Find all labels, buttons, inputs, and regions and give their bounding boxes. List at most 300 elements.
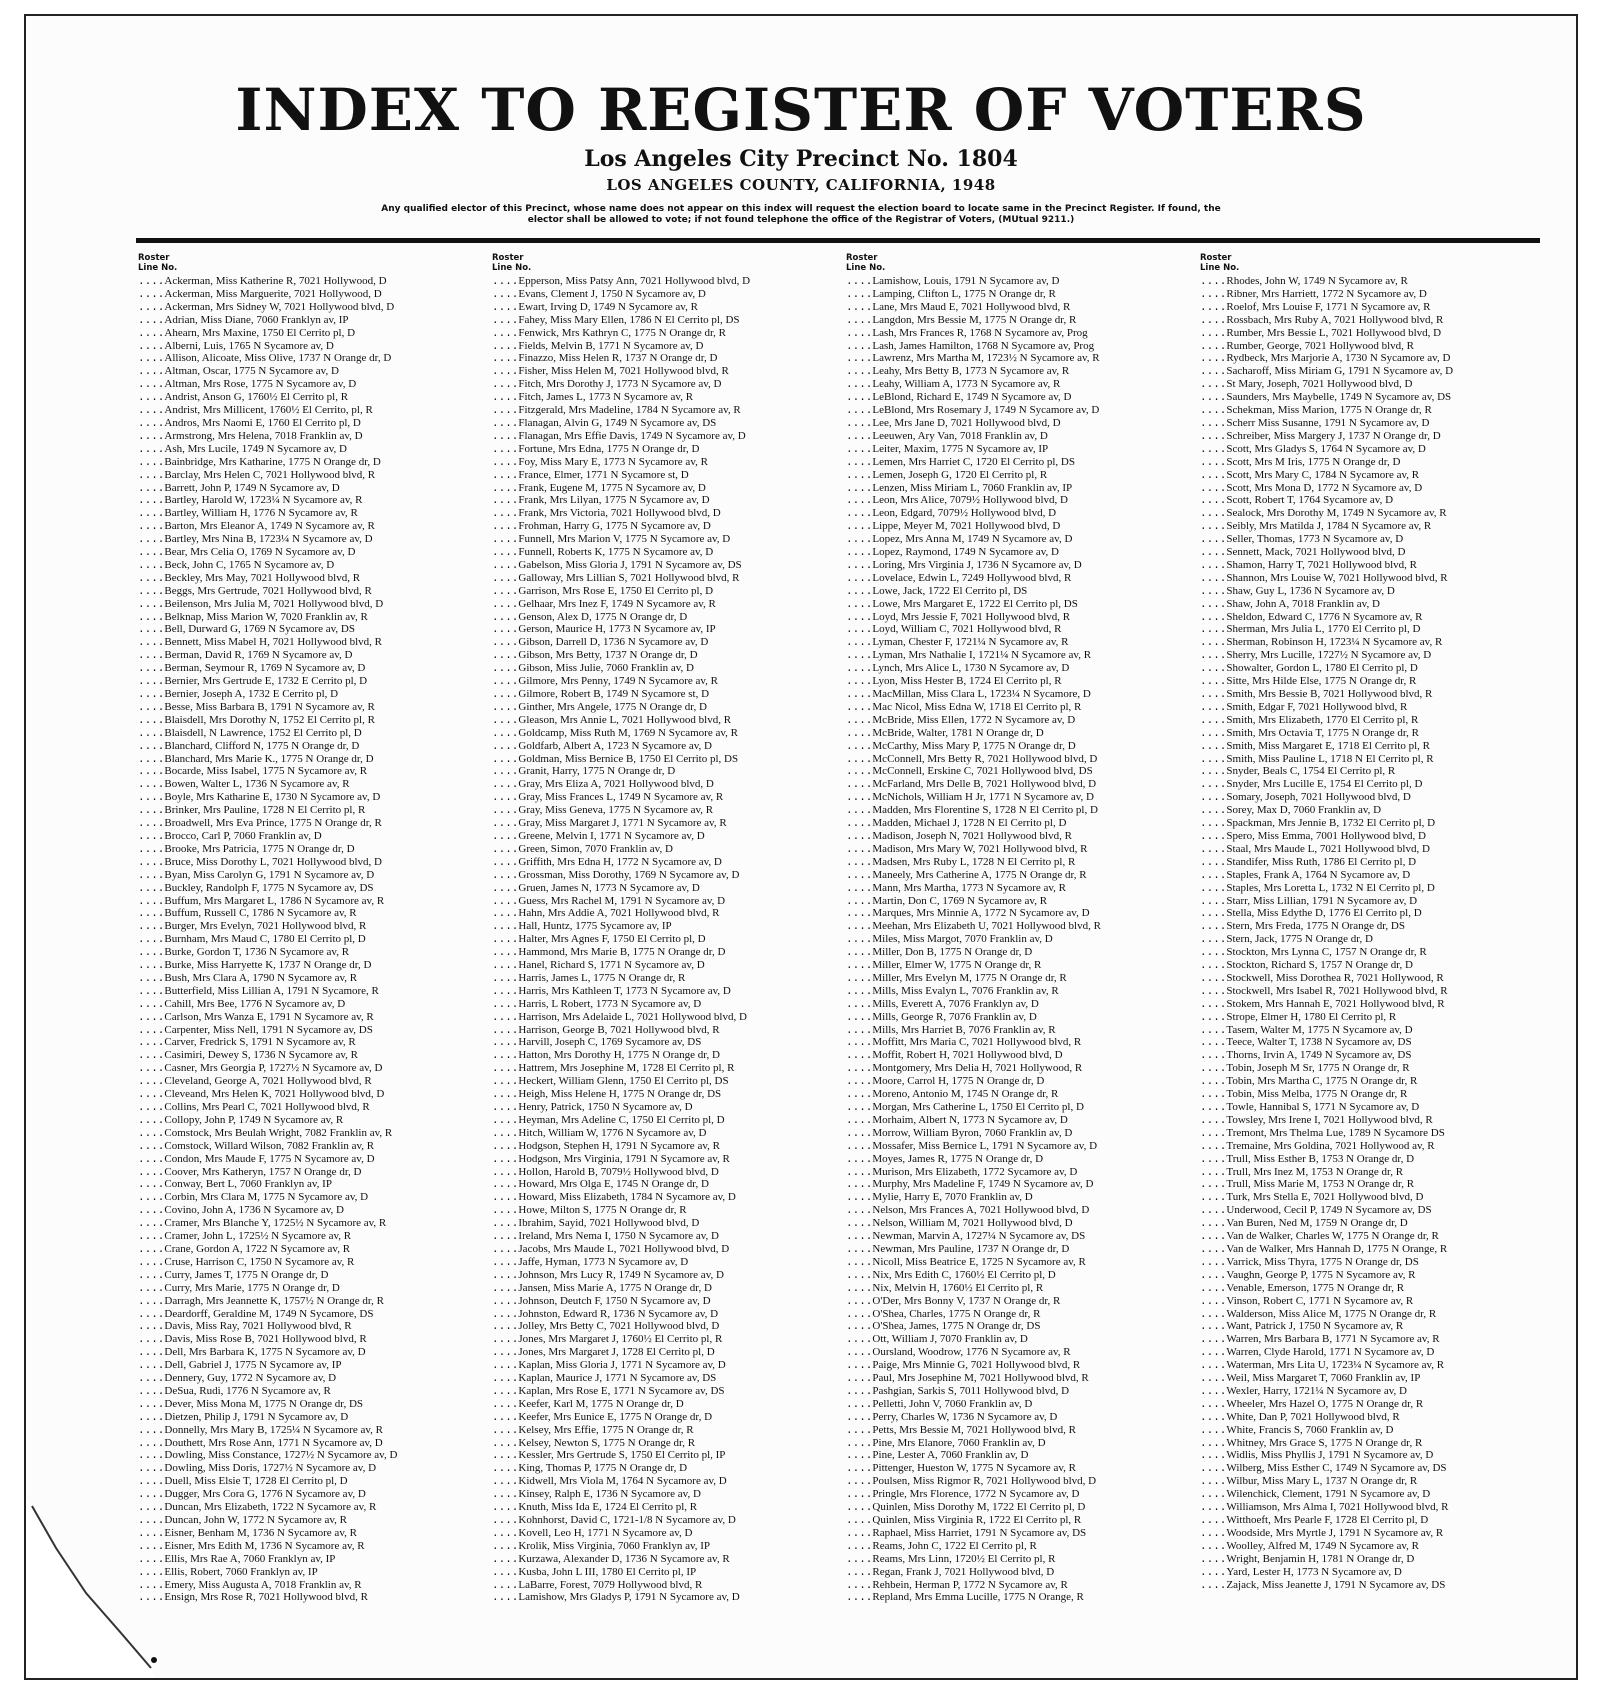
column-2 (492, 254, 847, 1605)
voter-entry: ....Sitte, Mrs Hilde Else, 1775 N Orange dr, R (1200, 676, 1417, 689)
voter-entry: ....Ackerman, Mrs Sidney W, 7021 Hollywood blvd, D (138, 301, 395, 314)
voter-entry: ....Wilenchick, Clement, 1791 N Sycamore av, D (1200, 1489, 1431, 1502)
voter-entry: ....Frank, Mrs Lilyan, 1775 N Sycamore av, D (492, 495, 710, 508)
voter-entry: ....Besse, Miss Barbara B, 1791 N Sycamore av, R (138, 701, 375, 714)
voter-entry: ....Perry, Charles W, 1736 N Sycamore av, D (846, 1411, 1058, 1424)
voter-entry: ....Ginther, Mrs Angele, 1775 N Orange dr, D (492, 701, 707, 714)
voter-entry: ....Mac Nicol, Miss Edna W, 1718 El Cerrito pl, R (846, 701, 1082, 714)
voter-entry: ....Altman, Mrs Rose, 1775 N Sycamore av, D (138, 379, 357, 392)
voter-entry: ....Poulsen, Miss Rigmor R, 7021 Hollywood blvd, D (846, 1476, 1097, 1489)
voter-entry: ....Cramer, Mrs Blanche Y, 1725½ N Sycamore av, R (138, 1218, 387, 1231)
voter-entry: ....Raphael, Miss Harriet, 1791 N Sycamore av, DS (846, 1527, 1087, 1540)
voter-entry: ....Kelsey, Newton S, 1775 N Orange dr, R (492, 1437, 696, 1450)
voter-entry: ....Pelletti, John V, 7060 Franklin av, D (846, 1398, 1033, 1411)
voter-entry: ....Brocco, Carl P, 7060 Franklin av, D (138, 830, 322, 843)
voter-entry: ....Dowling, Miss Constance, 1727½ N Sycamore av, D (138, 1450, 398, 1463)
voter-entry: ....Walderson, Miss Alice M, 1775 N Orange dr, R (1200, 1308, 1437, 1321)
voter-entry: ....Woodside, Mrs Myrtle J, 1791 N Sycamore av, R (1200, 1527, 1444, 1540)
voter-entry: ....Cruse, Harrison C, 1750 N Sycamore av, R (138, 1256, 355, 1269)
voter-entry: ....Martin, Don C, 1769 N Sycamore av, R (846, 895, 1048, 908)
voter-entry: ....Buffum, Mrs Margaret L, 1786 N Sycamore av, R (138, 895, 385, 908)
voter-entry: ....Ackerman, Miss Marguerite, 7021 Hollywood, D (138, 288, 382, 301)
voter-entry: ....Guess, Mrs Rachel M, 1791 N Sycamore av, D (492, 895, 726, 908)
voter-entry: ....Saunders, Mrs Maybelle, 1749 N Sycamore av, DS (1200, 392, 1452, 405)
voter-entry: ....Mills, George R, 7076 Franklin av, D (846, 1011, 1037, 1024)
voter-entry: ....Howard, Miss Elizabeth, 1784 N Sycamore av, D (492, 1192, 736, 1205)
voter-entry: ....Madison, Mrs Mary W, 7021 Hollywood blvd, R (846, 843, 1088, 856)
voter-entry: ....Gray, Miss Geneva, 1775 N Sycamore av, R (492, 805, 714, 818)
voter-entry: ....Woolley, Alfred M, 1749 N Sycamore av, R (1200, 1540, 1420, 1553)
voter-entry: ....Fitch, James L, 1773 N Sycamore av, R (492, 392, 694, 405)
voter-entry: ....Staples, Frank A, 1764 N Sycamore av, D (1200, 869, 1411, 882)
voter-entry: ....Sherman, Robinson H, 1723¼ N Sycamore av, R (1200, 637, 1443, 650)
voter-entry: ....Morhaim, Albert N, 1773 N Sycamore av, D (846, 1114, 1068, 1127)
voter-entry: ....Jaffe, Hyman, 1773 N Sycamore av, D (492, 1256, 689, 1269)
voter-entry: ....Fahey, Miss Mary Ellen, 1786 N El Cerrito pl, DS (492, 314, 740, 327)
voter-entry: ....Leahy, William A, 1773 N Sycamore av, R (846, 379, 1061, 392)
voter-entry: ....Goldcamp, Miss Ruth M, 1769 N Sycamore av, R (492, 727, 738, 740)
voter-entry: ....Ash, Mrs Lucile, 1749 N Sycamore av, D (138, 443, 347, 456)
voter-entry: ....Ackerman, Miss Katherine R, 7021 Hollywood, D (138, 276, 387, 288)
voter-entry: ....Moyes, James R, 1775 N Orange dr, D (846, 1153, 1044, 1166)
voter-entry: ....Andros, Mrs Naomi E, 1760 El Cerrito pl, D (138, 417, 361, 430)
voter-entry: ....Hattrem, Mrs Josephine M, 1728 El Cerrito pl, R (492, 1063, 735, 1076)
voter-entry: ....Towsley, Mrs Irene I, 7021 Hollywood blvd, R (1200, 1114, 1433, 1127)
voter-entry: ....Scott, Mrs Mona D, 1772 N Sycamore av, D (1200, 482, 1423, 495)
voter-entry: ....Frohman, Harry G, 1775 N Sycamore av, D (492, 521, 711, 534)
voter-entry: ....Corbin, Mrs Clara M, 1775 N Sycamore av, D (138, 1192, 369, 1205)
voter-entry: ....St Mary, Joseph, 7021 Hollywood blvd, D (1200, 379, 1413, 392)
voter-entry: ....Langdon, Mrs Bessie M, 1775 N Orange dr, R (846, 314, 1077, 327)
voter-entry: ....Sealock, Mrs Dorothy M, 1749 N Sycamore av, R (1200, 508, 1447, 521)
voter-entry: ....Ellis, Mrs Rae A, 7060 Franklyn av, IP (138, 1553, 336, 1566)
voter-entry: ....Keefer, Karl M, 1775 N Orange dr, D (492, 1398, 684, 1411)
voter-entry: ....Loyd, William C, 7021 Hollywood blvd, R (846, 624, 1062, 637)
voter-entry: ....Andrist, Anson G, 1760½ El Cerrito pl, R (138, 392, 349, 405)
voter-entry: ....Scott, Robert T, 1764 Sycamore av, D (1200, 495, 1394, 508)
voter-entry: ....Seibly, Mrs Matilda J, 1784 N Sycamore av, R (1200, 521, 1432, 534)
voter-entry: ....Gabelson, Miss Gloria J, 1791 N Sycamore av, DS (492, 559, 742, 572)
voter-entry: ....Lenzen, Miss Miriam L, 7060 Franklin av, IP (846, 482, 1073, 495)
voter-entry: ....Meehan, Mrs Elizabeth U, 7021 Hollywood blvd, R (846, 921, 1101, 934)
voter-entry: ....Miles, Miss Margot, 7070 Franklin av, D (846, 934, 1053, 947)
voter-entry: ....Miller, Mrs Evelyn M, 1775 N Orange dr, R (846, 972, 1067, 985)
voter-entry: ....Pringle, Mrs Florence, 1772 N Sycamore av, D (846, 1489, 1080, 1502)
voter-entry: ....Gray, Miss Frances L, 1749 N Sycamore av, R (492, 792, 724, 805)
voter-entry: ....Loring, Mrs Virginia J, 1736 N Sycamore av, D (846, 559, 1082, 572)
voter-entry: ....Barton, Mrs Eleanor A, 1749 N Sycamore av, R (138, 521, 375, 534)
voter-entry: ....Marques, Mrs Minnie A, 1772 N Sycamore av, D (846, 908, 1090, 921)
voter-entry: ....Somary, Joseph, 7021 Hollywood blvd, D (1200, 792, 1411, 805)
voter-entry: ....Hammond, Mrs Marie B, 1775 N Orange dr, D (492, 947, 726, 960)
voter-entry: ....LeBlond, Richard E, 1749 N Sycamore av, D (846, 392, 1072, 405)
voter-entry: ....LaBarre, Forest, 7079 Hollywood blvd, R (492, 1579, 703, 1592)
voter-entry: ....Smith, Miss Pauline L, 1718 N El Cerrito pl, R (1200, 753, 1434, 766)
voter-entry: ....Madsen, Mrs Ruby L, 1728 N El Cerrito pl, R (846, 856, 1076, 869)
voter-entry: ....Comstock, Mrs Beulah Wright, 7082 Franklin av, R (138, 1127, 393, 1140)
voter-entry: ....Leiter, Maxim, 1775 N Sycamore av, IP (846, 443, 1049, 456)
voter-entry: ....Ireland, Mrs Nema I, 1750 N Sycamore av, D (492, 1231, 719, 1244)
voter-entry: ....Smith, Mrs Octavia T, 1775 N Orange dr, R (1200, 727, 1419, 740)
voter-entry: ....Collopy, John P, 1749 N Sycamore av, R (138, 1114, 344, 1127)
voter-entry: ....Newman, Mrs Pauline, 1737 N Orange dr, D (846, 1243, 1070, 1256)
voter-entry: ....Stockwell, Mrs Isabel R, 7021 Hollywood blvd, R (1200, 985, 1448, 998)
voter-entry: ....Leahy, Mrs Betty B, 1773 N Sycamore av, R (846, 366, 1070, 379)
voter-entry: ....Standifer, Miss Ruth, 1786 El Cerrito pl, D (1200, 856, 1417, 869)
voter-entry: ....Maneely, Mrs Catherine A, 1775 N Orange dr, R (846, 869, 1087, 882)
voter-entry: ....McCarthy, Miss Mary P, 1775 N Orange dr, D (846, 740, 1076, 753)
voter-entry: ....Blaisdell, Mrs Dorothy N, 1752 El Cerrito pl, R (138, 714, 375, 727)
voter-entry: ....Andrist, Mrs Millicent, 1760½ El Cerrito, pl, R (138, 405, 373, 418)
voter-entry: ....Underwood, Cecil P, 1749 N Sycamore av, DS (1200, 1205, 1432, 1218)
voter-entry: ....Gibson, Miss Julie, 7060 Franklin av, D (492, 663, 694, 676)
voter-entry: ....McBride, Miss Ellen, 1772 N Sycamore av, D (846, 714, 1076, 727)
voter-entry: ....Dell, Gabriel J, 1775 N Sycamore av, IP (138, 1360, 342, 1373)
voter-entry: ....Jones, Mrs Margaret J, 1728 El Cerrito pl, D (492, 1347, 715, 1360)
voter-entry: ....Stockton, Richard S, 1757 N Orange dr, D (1200, 960, 1413, 973)
voter-entry: ....Gibson, Mrs Betty, 1737 N Orange dr, D (492, 650, 698, 663)
voter-entry: ....Wilberg, Miss Esther C, 1749 N Sycamore av, DS (1200, 1463, 1447, 1476)
voter-entry: ....O'Der, Mrs Bonny V, 1737 N Orange dr, R (846, 1295, 1061, 1308)
voter-entry: ....Fitch, Mrs Dorothy J, 1773 N Sycamore av, D (492, 379, 722, 392)
voter-entry: ....Madden, Michael J, 1728 N El Cerrito pl, D (846, 818, 1067, 831)
voter-entry: ....Scott, Mrs Mary C, 1784 N Sycamore av, R (1200, 469, 1420, 482)
voter-entry: ....Conway, Bert L, 7060 Franklyn av, IP (138, 1179, 332, 1192)
column-header: Roster Line No. (1200, 253, 1240, 273)
voter-entry: ....Gleason, Mrs Annie L, 7021 Hollywood blvd, R (492, 714, 732, 727)
voter-entry: ....Kinsey, Ralph E, 1736 N Sycamore av, D (492, 1489, 701, 1502)
voter-entry: ....Quinlen, Miss Dorothy M, 1722 El Cerrito pl, D (846, 1502, 1086, 1515)
voter-entry: ....Funnell, Roberts K, 1775 N Sycamore av, D (492, 547, 714, 560)
voter-entry: ....Shamon, Harry T, 7021 Hollywood blvd, R (1200, 559, 1417, 572)
voter-entry: ....Lyman, Mrs Nathalie I, 1721¼ N Sycamore av, R (846, 650, 1092, 663)
voter-entry: ....Warren, Clyde Harold, 1771 N Sycamore av, D (1200, 1347, 1435, 1360)
voter-entry: ....Griffith, Mrs Edna H, 1772 N Sycamore av, D (492, 856, 722, 869)
voter-entry: ....Nelson, Mrs Frances A, 7021 Hollywood blvd, D (846, 1205, 1090, 1218)
voter-entry: ....Tobin, Mrs Martha C, 1775 N Orange dr, R (1200, 1076, 1418, 1089)
voter-entry: ....Loyd, Mrs Jessie F, 7021 Hollywood blvd, R (846, 611, 1071, 624)
voter-entry: ....Smith, Mrs Elizabeth, 1770 El Cerrito pl, R (1200, 714, 1419, 727)
voter-entry: ....Showalter, Gordon L, 1780 El Cerrito pl, D (1200, 663, 1418, 676)
voter-entry: ....Rhodes, John W, 1749 N Sycamore av, R (1200, 276, 1408, 288)
voter-entry: ....France, Elmer, 1771 N Sycamore st, D (492, 469, 689, 482)
voter-entry: ....Bainbridge, Mrs Katharine, 1775 N Orange dr, D (138, 456, 381, 469)
voter-entry: ....Tremont, Mrs Thelma Lue, 1789 N Sycamore DS (1200, 1127, 1445, 1140)
voter-entry: ....Casimiri, Dewey S, 1736 N Sycamore av, R (138, 1050, 358, 1063)
voter-entry: ....Stockwell, Miss Dorothea R, 7021 Hollywood, R (1200, 972, 1444, 985)
voter-entry: ....Duncan, John W, 1772 N Sycamore av, R (138, 1515, 348, 1527)
voter-entry: ....Rumber, Mrs Bessie L, 7021 Hollywood blvd, D (1200, 327, 1442, 340)
voter-entry: ....DeSua, Rudi, 1776 N Sycamore av, R (138, 1385, 331, 1398)
voter-entry: ....Lawrenz, Mrs Martha M, 1723½ N Sycamore av, R (846, 353, 1100, 366)
voter-entry: ....Berman, Seymour R, 1769 N Sycamore av, D (138, 663, 366, 676)
page-title: INDEX TO REGISTER OF VOTERS (235, 76, 1367, 144)
voter-entry: ....King, Thomas P, 1775 N Orange dr, D (492, 1463, 688, 1476)
voter-entry: ....Lash, James Hamilton, 1768 N Sycamore av, Prog (846, 340, 1095, 353)
voter-entry: ....Varrick, Miss Thyra, 1775 N Orange dr, DS (1200, 1256, 1419, 1269)
voter-entry: ....Bennett, Miss Mabel H, 7021 Hollywood blvd, R (138, 637, 382, 650)
voter-entry: ....Granit, Harry, 1775 N Orange dr, D (492, 766, 676, 779)
newspaper-page (24, 14, 1578, 1680)
voter-entry: ....Waterman, Mrs Lita U, 1723¼ N Sycamore av, R (1200, 1360, 1445, 1373)
voter-entry: ....Howe, Milton S, 1775 N Orange dr, R (492, 1205, 687, 1218)
voter-entry: ....Keefer, Mrs Eunice E, 1775 N Orange dr, D (492, 1411, 713, 1424)
voter-entry: ....Bruce, Miss Dorothy L, 7021 Hollywood blvd, D (138, 856, 382, 869)
voter-entry: ....Howard, Mrs Olga E, 1745 N Orange dr, D (492, 1179, 709, 1192)
voter-entry: ....Covino, John A, 1736 N Sycamore av, D (138, 1205, 344, 1218)
voter-entry: ....Nix, Mrs Edith C, 1760½ El Cerrito pl, D (846, 1269, 1056, 1282)
voter-entry: ....Seller, Thomas, 1773 N Sycamore av, D (1200, 534, 1404, 547)
voter-entry: ....Warren, Mrs Barbara B, 1771 N Sycamore av, R (1200, 1334, 1440, 1347)
voter-entry: ....Belknap, Miss Marion W, 7020 Franklin av, R (138, 611, 368, 624)
voter-entry: ....Halter, Mrs Agnes F, 1750 El Cerrito pl, D (492, 934, 706, 947)
voter-entry: ....Cramer, John L, 1725½ N Sycamore av, R (138, 1231, 352, 1244)
voter-entry: ....McNichols, William H Jr, 1771 N Sycamore av, D (846, 792, 1094, 805)
voter-entry: ....Staples, Mrs Loretta L, 1732 N El Cerrito pl, D (1200, 882, 1435, 895)
voter-entry: ....Morgan, Mrs Catherine L, 1750 El Cerrito pl, D (846, 1102, 1084, 1114)
voter-entry: ....Blaisdell, N Lawrence, 1752 El Cerrito pl, D (138, 727, 362, 740)
voter-entry: ....Fisher, Miss Helen M, 7021 Hollywood blvd, R (492, 366, 729, 379)
voter-entry: ....Schreiber, Miss Margery J, 1737 N Orange dr, D (1200, 430, 1441, 443)
voter-entry: ....Mann, Mrs Martha, 1773 N Sycamore av, R (846, 882, 1066, 895)
voter-entry: ....Scott, Mrs Gladys S, 1764 N Sycamore av, D (1200, 443, 1426, 456)
voter-entry: ....Davis, Miss Rose B, 7021 Hollywood blvd, R (138, 1334, 367, 1347)
voter-entry: ....Carlson, Mrs Wanza E, 1791 N Sycamore av, R (138, 1011, 374, 1024)
voter-entry: ....McConnell, Erskine C, 7021 Hollywood blvd, DS (846, 766, 1093, 779)
voter-entry: ....Grossman, Miss Dorothy, 1769 N Sycamore av, D (492, 869, 740, 882)
voter-entry: ....Bernier, Mrs Gertrude E, 1732 E Cerrito pl, D (138, 676, 368, 689)
voter-entry: ....Hodgson, Stephen H, 1791 N Sycamore av, R (492, 1140, 720, 1153)
voter-entry: ....Oursland, Woodrow, 1776 N Sycamore av, R (846, 1347, 1071, 1360)
voter-entry: ....Bartley, William H, 1776 N Sycamore av, R (138, 508, 358, 521)
voter-entry: ....Hall, Huntz, 1775 Sycamore av, IP (492, 921, 672, 934)
voter-entry: ....Ibrahim, Sayid, 7021 Hollywood blvd, D (492, 1218, 700, 1231)
voter-entry: ....Madison, Joseph N, 7021 Hollywood blvd, R (846, 830, 1072, 843)
voter-entry: ....Harris, Mrs Kathleen T, 1773 N Sycamore av, D (492, 985, 731, 998)
voter-entry: ....Mills, Miss Evalyn L, 7076 Franklin av, R (846, 985, 1059, 998)
voter-entry: ....Gray, Miss Margaret J, 1771 N Sycamore av, R (492, 818, 727, 831)
voter-entry: ....O'Shea, Charles, 1775 N Orange dr, R (846, 1308, 1041, 1321)
voter-entry: ....Yard, Lester H, 1773 N Sycamore av, D (1200, 1566, 1402, 1579)
voter-entry: ....Curry, Mrs Marie, 1775 N Orange dr, D (138, 1282, 340, 1295)
voter-entry: ....Lemen, Mrs Harriet C, 1720 El Cerrito pl, DS (846, 456, 1075, 469)
voter-entry: ....Smith, Edgar F, 7021 Hollywood blvd, R (1200, 701, 1408, 714)
voter-entry: ....Scherr Miss Susanne, 1791 N Sycamore av, D (1200, 417, 1430, 430)
voter-entry: ....Beck, John C, 1765 N Sycamore av, D (138, 559, 335, 572)
voter-entry: ....Eisner, Benham M, 1736 N Sycamore av, R (138, 1527, 357, 1540)
voter-entry: ....Bush, Mrs Clara A, 1790 N Sycamore av, R (138, 972, 358, 985)
voter-entry: ....Johnston, Edward R, 1736 N Sycamore av, D (492, 1308, 719, 1321)
voter-entry: ....Hitch, William W, 1776 N Sycamore av, D (492, 1127, 707, 1140)
voter-entry: ....Miller, Don B, 1775 N Orange dr, D (846, 947, 1033, 960)
voter-entry: ....McBride, Walter, 1781 N Orange dr, D (846, 727, 1044, 740)
voter-entry: ....Sherry, Mrs Lucille, 1727½ N Sycamore av, D (1200, 650, 1432, 663)
voter-entry: ....Flanagan, Mrs Effie Davis, 1749 N Sycamore av, D (492, 430, 746, 443)
voter-list (492, 276, 847, 1605)
voter-entry: ....Duncan, Mrs Elizabeth, 1722 N Sycamore av, R (138, 1502, 377, 1515)
voter-entry: ....Garrison, Mrs Rose E, 1750 El Cerrito pl, D (492, 585, 714, 598)
voter-entry: ....Turk, Mrs Stella E, 7021 Hollywood blvd, D (1200, 1192, 1424, 1205)
voter-entry: ....Moffitt, Mrs Maria C, 7021 Hollywood blvd, R (846, 1037, 1082, 1050)
voter-entry: ....Mylie, Harry E, 7070 Franklin av, D (846, 1192, 1033, 1205)
voter-entry: ....Flanagan, Alvin G, 1749 N Sycamore av, DS (492, 417, 717, 430)
voter-entry: ....Quinlen, Miss Virginia R, 1722 El Cerrito pl, R (846, 1515, 1082, 1527)
voter-entry: ....Eisner, Mrs Edith M, 1736 N Sycamore av, R (138, 1540, 365, 1553)
voter-entry: ....Sorey, Max D, 7060 Franklin av, D (1200, 805, 1382, 818)
column-header: Roster Line No. (138, 253, 178, 273)
voter-entry: ....Rehbein, Herman P, 1772 N Sycamore av, R (846, 1579, 1068, 1592)
voter-entry: ....Hodgson, Mrs Virginia, 1791 N Sycamore av, R (492, 1153, 730, 1166)
voter-entry: ....Paul, Mrs Josephine M, 7021 Hollywood blvd, R (846, 1373, 1089, 1386)
voter-entry: ....Johnson, Mrs Lucy R, 1749 N Sycamore av, D (492, 1269, 724, 1282)
voter-entry: ....Jones, Mrs Margaret J, 1760½ El Cerrito pl, R (492, 1334, 723, 1347)
voter-entry: ....Ott, William J, 7070 Franklin av, D (846, 1334, 1028, 1347)
voter-entry: ....McFarland, Mrs Delle B, 7021 Hollywood blvd, D (846, 779, 1097, 792)
voter-entry: ....Burke, Gordon T, 1736 N Sycamore av, R (138, 947, 350, 960)
voter-entry: ....Adrian, Miss Diane, 7060 Franklyn av, IP (138, 314, 349, 327)
voter-entry: ....Boyle, Mrs Katharine E, 1730 N Sycamore av, D (138, 792, 381, 805)
voter-entry: ....Armstrong, Mrs Helena, 7018 Franklin av, D (138, 430, 363, 443)
voter-entry: ....Ewart, Irving D, 1749 N Sycamore av, R (492, 301, 698, 314)
voter-entry: ....Altman, Oscar, 1775 N Sycamore av, D (138, 366, 339, 379)
voter-entry: ....Rossbach, Mrs Ruby A, 7021 Hollywood blvd, R (1200, 314, 1444, 327)
voter-entry: ....Rumber, George, 7021 Hollywood blvd, R (1200, 340, 1414, 353)
voter-entry: ....Heckert, William Glenn, 1750 El Cerrito pl, DS (492, 1076, 729, 1089)
voter-entry: ....MacMillan, Miss Clara L, 1723¼ N Sycamore, D (846, 689, 1091, 701)
voter-entry: ....Lippe, Meyer M, 7021 Hollywood blvd, D (846, 521, 1061, 534)
voter-entry: ....Spero, Miss Emma, 7001 Hollywood blvd, D (1200, 830, 1426, 843)
voter-entry: ....Kidwell, Mrs Viola M, 1764 N Sycamore av, D (492, 1476, 727, 1489)
voter-entry: ....Leeuwen, Ary Van, 7018 Franklin av, D (846, 430, 1048, 443)
voter-entry: ....Roelof, Mrs Louise F, 1771 N Sycamore av, R (1200, 301, 1431, 314)
voter-entry: ....Heigh, Miss Helene H, 1775 N Orange dr, DS (492, 1089, 722, 1102)
voter-entry: ....Leon, Edgard, 7079½ Hollywood blvd, D (846, 508, 1057, 521)
voter-entry: ....Staal, Mrs Maude L, 7021 Hollywood blvd, D (1200, 843, 1430, 856)
voter-entry: ....Williamson, Mrs Alma I, 7021 Hollywood blvd, R (1200, 1502, 1449, 1515)
voter-entry: ....Trull, Miss Marie M, 1753 N Orange dr, R (1200, 1179, 1415, 1192)
voter-entry: ....Jolley, Mrs Betty C, 7021 Hollywood blvd, D (492, 1321, 720, 1334)
voter-entry: ....Thorns, Irvin A, 1749 N Sycamore av, DS (1200, 1050, 1412, 1063)
voter-entry: ....Murphy, Mrs Madeline F, 1749 N Sycamore av, D (846, 1179, 1094, 1192)
voter-entry: ....Van de Walker, Mrs Hannah D, 1775 N Orange, R (1200, 1243, 1448, 1256)
voter-entry: ....Foy, Miss Mary E, 1773 N Sycamore av, R (492, 456, 708, 469)
voter-entry: ....Comstock, Willard Wilson, 7082 Franklin av, R (138, 1140, 375, 1153)
voter-entry: ....Sennett, Mack, 7021 Hollywood blvd, D (1200, 547, 1406, 560)
voter-entry: ....Moreno, Antonio M, 1745 N Orange dr, R (846, 1089, 1059, 1102)
voter-entry: ....Galloway, Mrs Lillian S, 7021 Hollywood blvd, R (492, 572, 740, 585)
voter-entry: ....Beilenson, Mrs Julia M, 7021 Hollywood blvd, D (138, 598, 384, 611)
voter-entry: ....Ahearn, Mrs Maxine, 1750 El Cerrito pl, D (138, 327, 356, 340)
voter-entry: ....Lamishow, Mrs Gladys P, 1791 N Sycamore av, D (492, 1592, 740, 1605)
voter-entry: ....Cleveand, Mrs Helen K, 7021 Hollywood blvd, D (138, 1089, 385, 1102)
voter-entry: ....Barclay, Mrs Helen C, 7021 Hollywood blvd, R (138, 469, 376, 482)
voter-entry: ....Barrett, John P, 1749 N Sycamore av, D (138, 482, 340, 495)
voter-entry: ....Stella, Miss Edythe D, 1776 El Cerrito pl, D (1200, 908, 1422, 921)
voter-entry: ....Newman, Marvin A, 1727¼ N Sycamore av, DS (846, 1231, 1086, 1244)
voter-entry: ....Frank, Mrs Victoria, 7021 Hollywood blvd, D (492, 508, 721, 521)
voter-entry: ....Dietzen, Philip J, 1791 N Sycamore av, D (138, 1411, 349, 1424)
voter-entry: ....Paige, Mrs Minnie G, 7021 Hollywood blvd, R (846, 1360, 1081, 1373)
voter-entry: ....Widlis, Miss Phyllis J, 1791 N Sycamore av, D (1200, 1450, 1434, 1463)
voter-entry: ....Kaplan, Miss Gloria J, 1771 N Sycamore av, D (492, 1360, 726, 1373)
voter-entry: ....Hanel, Richard S, 1771 N Sycamore av, D (492, 960, 705, 973)
voter-entry: ....Donnelly, Mrs Mary B, 1725¼ N Sycamore av, R (138, 1424, 383, 1437)
voter-entry: ....Bear, Mrs Celia O, 1769 N Sycamore av, D (138, 547, 356, 560)
voter-entry: ....Burke, Miss Harryette K, 1737 N Orange dr, D (138, 960, 372, 973)
voter-entry: ....Buffum, Russell C, 1786 N Sycamore av, R (138, 908, 357, 921)
voter-entry: ....Kurzawa, Alexander D, 1736 N Sycamore av, R (492, 1553, 730, 1566)
voter-entry: ....Lash, Mrs Frances R, 1768 N Sycamore av, Prog (846, 327, 1088, 340)
column-header: Roster Line No. (492, 253, 532, 273)
voter-entry: ....Jansen, Miss Marie A, 1775 N Orange dr, D (492, 1282, 712, 1295)
voter-entry: ....Pashgian, Sarkis S, 7011 Hollywood blvd, D (846, 1385, 1070, 1398)
voter-entry: ....Pine, Mrs Elanore, 7060 Franklin av, D (846, 1437, 1046, 1450)
county-subtitle: LOS ANGELES COUNTY, CALIFORNIA, 1948 (606, 176, 996, 194)
voter-entry: ....Henry, Patrick, 1750 N Sycamore av, D (492, 1102, 693, 1114)
voter-entry: ....Fields, Melvin B, 1771 N Sycamore av, D (492, 340, 704, 353)
voter-entry: ....Lowe, Mrs Margaret E, 1722 El Cerrito pl, DS (846, 598, 1078, 611)
voter-entry: ....Hatton, Mrs Dorothy H, 1775 N Orange dr, D (492, 1050, 720, 1063)
voter-entry: ....Dugger, Mrs Cora G, 1776 N Sycamore av, D (138, 1489, 366, 1502)
voter-entry: ....O'Shea, James, 1775 N Orange dr, DS (846, 1321, 1041, 1334)
voter-entry: ....Butterfield, Miss Lillian A, 1791 N Sycamore, R (138, 985, 379, 998)
voter-entry: ....Lopez, Raymond, 1749 N Sycamore av, D (846, 547, 1059, 560)
voter-entry: ....Davis, Miss Ray, 7021 Hollywood blvd, R (138, 1321, 352, 1334)
voter-entry: ....Collins, Mrs Pearl C, 7021 Hollywood blvd, R (138, 1102, 370, 1114)
voter-entry: ....Lowe, Jack, 1722 El Cerrito pl, DS (846, 585, 1028, 598)
voter-entry: ....Fortune, Mrs Edna, 1775 N Orange dr, D (492, 443, 700, 456)
voter-entry: ....Witthoeft, Mrs Pearle F, 1728 El Cerrito pl, D (1200, 1515, 1429, 1527)
voter-entry: ....Carver, Fredrick S, 1791 N Sycamore av, R (138, 1037, 356, 1050)
voter-entry: ....Starr, Miss Lillian, 1791 N Sycamore av, D (1200, 895, 1418, 908)
voter-entry: ....Burnham, Mrs Maud C, 1780 El Cerrito pl, D (138, 934, 366, 947)
voter-entry: ....Shaw, Guy L, 1736 N Sycamore av, D (1200, 585, 1395, 598)
voter-entry: ....Brinker, Mrs Pauline, 1728 N El Cerrito pl, R (138, 805, 366, 818)
voter-entry: ....Leon, Mrs Alice, 7079½ Hollywood blvd, D (846, 495, 1068, 508)
voter-entry: ....Morrow, William Byron, 7060 Franklin av, D (846, 1127, 1073, 1140)
voter-entry: ....Vaughn, George P, 1775 N Sycamore av, R (1200, 1269, 1416, 1282)
voter-entry: ....Shannon, Mrs Louise W, 7021 Hollywood blvd, R (1200, 572, 1448, 585)
column-3 (846, 254, 1201, 1605)
voter-entry: ....White, Dan P, 7021 Hollywood blvd, R (1200, 1411, 1400, 1424)
voter-entry: ....Wilbur, Miss Mary L, 1737 N Orange dr, R (1200, 1476, 1418, 1489)
voter-entry: ....Trull, Miss Esther B, 1753 N Orange dr, D (1200, 1153, 1415, 1166)
voter-entry: ....White, Francis S, 7060 Franklin av, D (1200, 1424, 1394, 1437)
voter-entry: ....Blanchard, Clifford N, 1775 N Orange dr, D (138, 740, 360, 753)
voter-entry: ....Fitzgerald, Mrs Madeline, 1784 N Sycamore av, R (492, 405, 741, 418)
voter-entry: ....Johnson, Deutch F, 1750 N Sycamore av, D (492, 1295, 711, 1308)
voter-entry: ....Wright, Benjamin H, 1781 N Orange dr, D (1200, 1553, 1415, 1566)
voter-entry: ....Broadwell, Mrs Eva Prince, 1775 N Orange dr, R (138, 818, 382, 831)
voter-entry: ....Lane, Mrs Maud E, 7021 Hollywood blvd, R (846, 301, 1071, 314)
voter-entry: ....Kaplan, Mrs Rose E, 1771 N Sycamore av, DS (492, 1385, 725, 1398)
voter-entry: ....Pine, Lester A, 7060 Franklin av, D (846, 1450, 1029, 1463)
voter-entry: ....Hahn, Mrs Addie A, 7021 Hollywood blvd, R (492, 908, 720, 921)
voter-entry: ....Green, Simon, 7070 Franklin av, D (492, 843, 673, 856)
voter-entry: ....Towle, Hannibal S, 1771 N Sycamore av, D (1200, 1102, 1420, 1114)
voter-entry: ....Wexler, Harry, 1721¼ N Sycamore av, D (1200, 1385, 1407, 1398)
voter-entry: ....Lemen, Joseph G, 1720 El Cerrito pl, R (846, 469, 1048, 482)
voter-entry: ....Dever, Miss Mona M, 1775 N Orange dr, DS (138, 1398, 364, 1411)
voter-entry: ....Bocarde, Miss Isabel, 1775 N Sycamore av, R (138, 766, 368, 779)
voter-entry: ....Heyman, Mrs Adeline C, 1750 El Cerrito pl, D (492, 1114, 725, 1127)
voter-entry: ....Lovelace, Edwin L, 7249 Hollywood blvd, R (846, 572, 1072, 585)
instructions-note: Any qualified elector of this Precinct, whose name does not appear on this index will request the election board to locate same in the Precinct Register. If found, the elector shall be allowed to vote; if not found telephone the office of the Registrar of Voters, (MUtual 9211.) (381, 204, 1221, 225)
voter-entry: ....Blanchard, Mrs Marie K., 1775 N Orange dr, D (138, 753, 374, 766)
voter-entry: ....Shaw, John A, 7018 Franklin av, D (1200, 598, 1380, 611)
voter-entry: ....LeBlond, Mrs Rosemary J, 1749 N Sycamore av, D (846, 405, 1100, 418)
voter-entry: ....Burger, Mrs Evelyn, 7021 Hollywood blvd, R (138, 921, 367, 934)
